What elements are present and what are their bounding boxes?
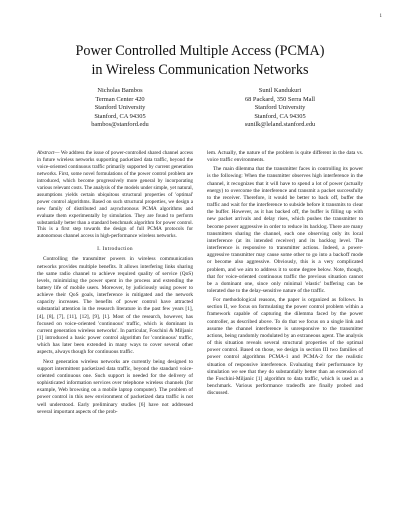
left-column (37, 150, 193, 510)
two-column-body (37, 150, 363, 510)
author-address: Terman Center 420 (95, 95, 145, 103)
title-line-1: Power Controlled Multiple Access (PCMA) (75, 43, 325, 59)
paper-title (0, 42, 400, 80)
author-2 (200, 87, 360, 130)
author-city: Stanford, CA 94305 (254, 112, 306, 120)
author-block (40, 87, 360, 130)
paragraph-continuation: lem. Actually, the nature of the problem is quite different in the data vs. voice traffic environments. (207, 150, 363, 164)
author-email: sunilk@leland.stanford.edu (244, 121, 316, 129)
author-email: bambos@stanford.edu (91, 121, 149, 129)
abstract-text: — We address the issue of power-controlled shared channel access in future wireless networks supporting packetized data traffic, beyond the voice-oriented continuous traffic primarily supported by current generation networks. First, some novel formulations of the power control problem are introduced, which become progressively more general by incorporating various relevant costs. The analysis of the models under simple, yet natural, assumptions yields certain ubiquitous structural properties of 'optimal' power control algorithms. Based on such structural properties, we design a new family of distributed and asynchronous PCMA algorithms and evaluate them experimentally by simulation. They are found to perform substantially better than a standard benchmark algorithm for power control. This is a first step towards the design of full PCMA protocols for autonomous channel access in high-performance wireless networks. (37, 150, 193, 240)
paragraph: Controlling the transmitter powers in wireless communication networks provides multiple benefits. It allows interfering links sharing the same radio channel to achieve required quality of service (QoS) levels, minimizing the power spent in the process and extending the battery life of mobile users. Moreover, by judiciously using power to achieve their QoS goals, interference is mitigated and the network capacity increases. The benefits of power control have attracted substantial attention in the research literature in the past few years [1], [4], [8], [7], [11], [12], [9], [1]. Most of the research, however, has focused on voice-oriented 'continuous' traffic, which is dominant in current generation wireless networks'. In particular, Foschini & Miljanic [1] introduced a basic power control algorithm for 'continuous' traffic, which has later been extended in many ways to cover several other aspects, always though for continuous traffic. (37, 256, 193, 356)
right-column (207, 150, 363, 510)
section-heading-introduction: I. Introduction (97, 246, 133, 253)
page-number: 1 (379, 14, 382, 19)
author-institution: Stanford University (254, 104, 306, 112)
paragraph: Next generation wireless networks are currently being designed to support intermittent packetized data traffic, beyond the standard voice-oriented continuous one. Such support is needed for the delivery of sophisticated information services over telephone wireless channels (for example, Web browsing on a mobile laptop computer). The problem of power control in this new environment of packetized data traffic is not well understood. Early preliminary studies [6] have not addressed several important aspects of the prob- (37, 358, 193, 415)
author-name: Sunil Kandukuri (258, 87, 302, 94)
author-city: Stanford, CA 94305 (94, 112, 146, 120)
paragraph: For methodological reasons, the paper is organized as follows. In section II, we focus on formulating the power control problem within a framework capable of capturing the dilemma faced by the power controller, as described above. To do that we focus on a single link and assume the channel interference is unresponsive to the transmitter actions, being randomly modulated by an extraneous agent. The analysis of this situation reveals several structural properties of the optimal power control. Based on those, we design in section III two families of power control algorithms PCMA-1 and PCMA-2 for the realistic situation of responsive interference. Evaluating their performance by simulation we see that they do substantially better than an extension of the Foschini-Miljanic [1] algorithm to data traffic, which is used as a benchmark. Various performance tradeoffs are finally probed and discussed. (207, 297, 363, 397)
abstract-label: Abstract (37, 150, 55, 156)
author-address: 68 Packard, 350 Serra Mall (244, 95, 316, 103)
title-line-2: in Wireless Communication Networks (91, 62, 309, 78)
author-name: Nicholas Bambos (97, 87, 143, 94)
paragraph: The main dilemma that the transmitter faces in controlling its power is the following: When the transmitter observes high interference in the channel, it recognizes that it will have to spend a lot of power (actually energy) to overcome the interference and transmit a packet successfully to the receiver. Therefore, it would be better to back off, buffer the traffic and wait for the interference to subside before it transmits to clear the buffer. However, as it has backed off, the buffer is filling up with new packet arrivals and delay rises, which pushes the transmitter to become power aggressive in order to reduce its backlog. There are many transmitters sharing the channel, each one observing only its local interference (at its intended receiver) and its backlog level. The interference is responsive to transmitter actions. Indeed, a power-aggressive transmitter may cause some other to go into a backoff mode or become also aggressive. Obviously, this is a very complicated problem, and we aim to address it to some degree below. Note, though, that for voice-oriented continuous traffic the previous situation cannot be a dominant one, since only minimal 'elastic' buffering can be tolerated due to the delay-sensitive nature of the traffic. (207, 166, 363, 294)
author-1 (40, 87, 200, 130)
author-institution: Stanford University (94, 104, 146, 112)
abstract (37, 150, 193, 240)
